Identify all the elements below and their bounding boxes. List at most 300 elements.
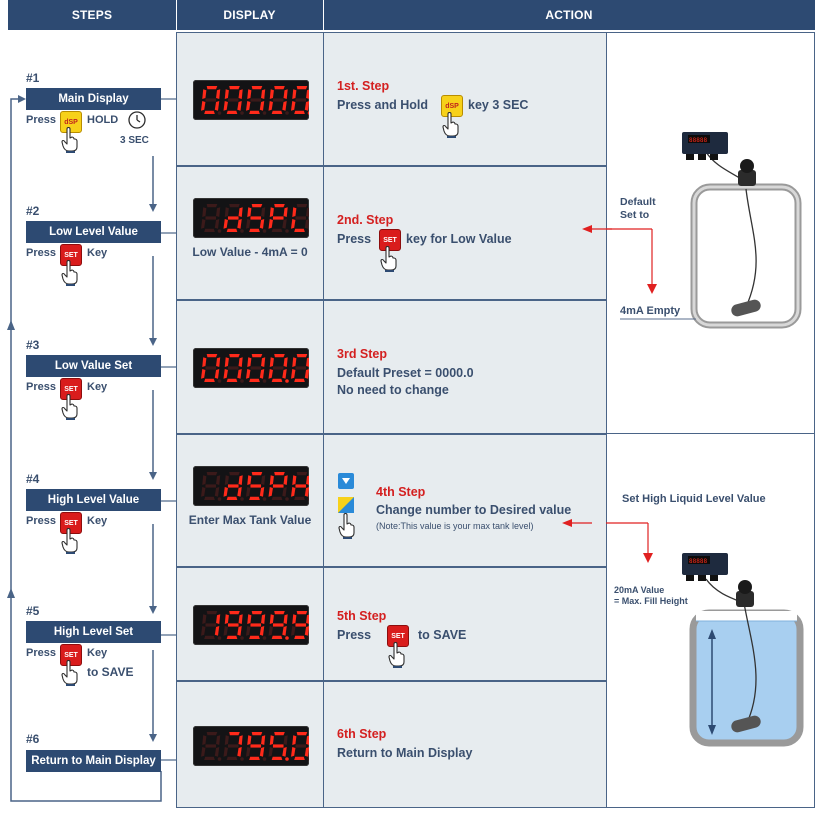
- lcd-segment: [201, 369, 205, 379]
- lcd-segment: [272, 497, 283, 500]
- lcd-display: [193, 605, 309, 645]
- hand-press-icon: [387, 642, 407, 673]
- lcd-segment: [207, 611, 218, 614]
- display-header: DISPLAY: [176, 0, 323, 30]
- step-title: 5th Step: [337, 609, 387, 623]
- lcd-dot: [263, 111, 267, 115]
- lcd-segment: [227, 757, 238, 760]
- lcd-segment: [272, 636, 283, 639]
- lcd-segment: [246, 369, 250, 379]
- hand-press-icon: [60, 660, 80, 691]
- lcd-segment: [207, 354, 218, 357]
- lcd-segment: [292, 735, 296, 745]
- lcd-display: [193, 80, 309, 120]
- lcd-segment: [270, 207, 274, 217]
- lcd-segment: [261, 735, 265, 745]
- lcd-segment: [270, 357, 274, 367]
- lcd-segment: [239, 89, 243, 99]
- lcd-segment: [215, 747, 219, 757]
- lcd-dot: [285, 379, 289, 383]
- lcd-dot: [285, 757, 289, 761]
- action-cell: [323, 567, 607, 681]
- set-key[interactable]: SET: [60, 244, 82, 266]
- key-label: Key: [87, 647, 108, 659]
- lcd-segment: [247, 357, 251, 367]
- step-text: Change number to Desired value: [376, 503, 572, 517]
- lcd-display: [193, 466, 309, 506]
- clock-icon: [127, 110, 147, 135]
- step-number: #1: [26, 71, 40, 85]
- lcd-dot: [263, 757, 267, 761]
- lcd-dot: [308, 111, 309, 115]
- lcd-dot: [218, 229, 222, 233]
- lcd-segment: [204, 497, 215, 500]
- lcd-segment: [229, 732, 240, 735]
- lcd-segment: [237, 219, 241, 229]
- lcd-dot: [240, 111, 244, 115]
- lcd-segment: [225, 475, 229, 485]
- set-key[interactable]: SET: [387, 625, 409, 647]
- lcd-segment: [284, 207, 288, 217]
- lcd-segment: [274, 86, 285, 89]
- display-cell: [176, 300, 324, 434]
- lcd-segment: [247, 475, 251, 485]
- lcd-segment: [269, 626, 273, 636]
- tank-high: [606, 433, 815, 808]
- lcd-segment: [216, 357, 220, 367]
- lcd-segment: [205, 366, 216, 369]
- lcd-segment: [202, 207, 206, 217]
- lcd-segment: [205, 623, 216, 626]
- lcd-segment: [270, 614, 274, 624]
- lcd-segment: [306, 357, 309, 367]
- lcd-segment: [273, 98, 284, 101]
- hand-press-icon: [337, 513, 357, 544]
- lcd-dot: [240, 229, 244, 233]
- lcd-segment: [291, 219, 295, 229]
- lcd-segment: [246, 101, 250, 111]
- lcd-segment: [228, 484, 239, 487]
- lcd-segment: [202, 89, 206, 99]
- lcd-segment: [201, 101, 205, 111]
- action-cell: [323, 681, 607, 808]
- step-number: #6: [26, 732, 40, 746]
- lcd-segment: [306, 614, 309, 624]
- lcd-segment: [273, 216, 284, 219]
- press-label: Press: [26, 515, 56, 527]
- lcd-dot: [285, 636, 289, 640]
- lcd-segment: [273, 623, 284, 626]
- lcd-segment: [227, 497, 238, 500]
- step-title: 3rd Step: [337, 347, 388, 361]
- lcd-segment: [247, 89, 251, 99]
- lcd-segment: [205, 484, 216, 487]
- lcd-segment: [273, 484, 284, 487]
- step-text-suffix: to SAVE: [418, 628, 467, 642]
- lcd-segment: [282, 487, 286, 497]
- lcd-segment: [291, 487, 295, 497]
- set-key[interactable]: SET: [60, 644, 82, 666]
- lcd-segment: [252, 354, 263, 357]
- lcd-segment: [269, 487, 273, 497]
- lcd-segment: [260, 101, 264, 111]
- lcd-dot: [218, 379, 222, 383]
- lcd-segment: [292, 89, 296, 99]
- display-caption: Enter Max Tank Value: [188, 513, 312, 527]
- lcd-segment: [295, 744, 306, 747]
- lcd-segment: [252, 472, 263, 475]
- lcd-segment: [237, 369, 241, 379]
- lcd-segment: [247, 735, 251, 745]
- lcd-segment: [202, 475, 206, 485]
- set-key[interactable]: SET: [60, 512, 82, 534]
- lcd-segment: [246, 487, 250, 497]
- lcd-segment: [297, 732, 308, 735]
- lcd-segment: [274, 732, 285, 735]
- lcd-dot: [240, 379, 244, 383]
- lcd-segment: [295, 366, 306, 369]
- lcd-segment: [297, 354, 308, 357]
- key-label: Key: [87, 515, 108, 527]
- lcd-segment: [252, 732, 263, 735]
- lcd-segment: [273, 744, 284, 747]
- lcd-segment: [269, 101, 273, 111]
- step-box: Low Level Value: [26, 221, 161, 243]
- lcd-segment: [252, 204, 263, 207]
- lcd-segment: [247, 614, 251, 624]
- lcd-segment: [306, 207, 309, 217]
- display-caption: Low Value - 4mA = 0: [192, 245, 308, 259]
- step-note: (Note:This value is your max tank level): [376, 521, 534, 531]
- lcd-segment: [297, 204, 308, 207]
- step-text: Press: [337, 232, 372, 246]
- lcd-segment: [225, 89, 229, 99]
- lcd-segment: [239, 475, 243, 485]
- lcd-segment: [225, 357, 229, 367]
- lcd-segment: [237, 747, 241, 757]
- lcd-segment: [237, 487, 241, 497]
- lcd-dot: [218, 497, 222, 501]
- lcd-segment: [215, 626, 219, 636]
- lcd-segment: [239, 207, 243, 217]
- default-set-label: Default Set to: [620, 196, 656, 221]
- arrow-to-step4: [562, 516, 622, 536]
- lcd-segment: [237, 101, 241, 111]
- lcd-segment: [202, 614, 206, 624]
- lcd-segment: [292, 614, 296, 624]
- lcd-segment: [292, 357, 296, 367]
- display-cell: [176, 681, 324, 808]
- step-title: 6th Step: [337, 727, 387, 741]
- lcd-segment: [249, 111, 260, 114]
- lcd-segment: [260, 369, 264, 379]
- step-text-2: No need to change: [337, 383, 449, 397]
- lcd-segment: [224, 626, 228, 636]
- lcd-dot: [240, 636, 244, 640]
- lcd-segment: [207, 732, 218, 735]
- lcd-segment: [207, 472, 218, 475]
- lcd-dot: [285, 229, 289, 233]
- lcd-segment: [282, 747, 286, 757]
- lcd-segment: [205, 216, 216, 219]
- lcd-segment: [274, 611, 285, 614]
- lcd-segment: [282, 369, 286, 379]
- arrow-to-step2: [582, 222, 642, 242]
- set-high-label: Set High Liquid Level Value: [622, 493, 766, 505]
- to-save-label: to SAVE: [87, 665, 134, 679]
- lcd-segment: [246, 747, 250, 757]
- lcd-segment: [229, 354, 240, 357]
- fill-label: 20mA Value = Max. Fill Height: [614, 585, 688, 606]
- lcd-segment: [250, 623, 261, 626]
- lcd-segment: [204, 379, 215, 382]
- step-number: #2: [26, 204, 40, 218]
- lcd-segment: [204, 757, 215, 760]
- lcd-dot: [240, 757, 244, 761]
- action-cell: [323, 32, 607, 166]
- lcd-segment: [246, 626, 250, 636]
- set-key[interactable]: SET: [60, 378, 82, 400]
- lcd-segment: [305, 487, 309, 497]
- lcd-segment: [249, 379, 260, 382]
- lcd-segment: [294, 497, 305, 500]
- lcd-segment: [204, 229, 215, 232]
- dsp-key[interactable]: dSP: [441, 95, 463, 117]
- lcd-segment: [216, 207, 220, 217]
- lcd-segment: [306, 735, 309, 745]
- display-cell: [176, 567, 324, 681]
- step-box: Main Display: [26, 88, 161, 110]
- lcd-segment: [215, 219, 219, 229]
- lcd-segment: [295, 98, 306, 101]
- lcd-segment: [292, 207, 296, 217]
- down-arrow-key-icon: [338, 473, 354, 489]
- lcd-segment: [294, 229, 305, 232]
- hand-press-icon: [379, 246, 399, 277]
- lcd-segment: [261, 89, 265, 99]
- step-title: 4th Step: [376, 485, 426, 499]
- lcd-segment: [269, 369, 273, 379]
- step-box: High Level Set: [26, 621, 161, 643]
- display-cell: [176, 434, 324, 567]
- lcd-segment: [225, 614, 229, 624]
- lcd-dot: [308, 757, 309, 761]
- lcd-segment: [295, 484, 306, 487]
- lcd-segment: [261, 357, 265, 367]
- lcd-dot: [308, 497, 309, 501]
- step-number: #5: [26, 604, 40, 618]
- action-cell: [323, 166, 607, 300]
- lcd-dot: [263, 379, 267, 383]
- lcd-segment: [205, 744, 216, 747]
- lcd-segment: [261, 614, 265, 624]
- step-text: Press and Hold: [337, 98, 428, 112]
- lcd-segment: [294, 379, 305, 382]
- lcd-segment: [260, 626, 264, 636]
- action-cell: [323, 300, 607, 434]
- lcd-segment: [260, 219, 264, 229]
- lcd-segment: [224, 101, 228, 111]
- lcd-segment: [228, 98, 239, 101]
- svg-text:88888: 88888: [689, 137, 708, 144]
- lcd-segment: [239, 614, 243, 624]
- lcd-segment: [227, 229, 238, 232]
- lcd-segment: [305, 101, 309, 111]
- lcd-segment: [201, 626, 205, 636]
- lcd-segment: [216, 475, 220, 485]
- lcd-segment: [207, 204, 218, 207]
- step-number: #3: [26, 338, 40, 352]
- lcd-segment: [250, 744, 261, 747]
- lcd-segment: [295, 623, 306, 626]
- lcd-segment: [261, 207, 265, 217]
- lcd-segment: [228, 744, 239, 747]
- lcd-segment: [291, 101, 295, 111]
- action-cell: [323, 434, 607, 567]
- lcd-dot: [218, 757, 222, 761]
- lcd-dot: [263, 497, 267, 501]
- lcd-segment: [269, 219, 273, 229]
- lcd-segment: [239, 357, 243, 367]
- lcd-segment: [291, 626, 295, 636]
- lcd-segment: [246, 219, 250, 229]
- lcd-segment: [272, 229, 283, 232]
- step-text-suffix: key for Low Value: [406, 232, 512, 246]
- lcd-segment: [225, 207, 229, 217]
- lcd-segment: [207, 86, 218, 89]
- lcd-segment: [291, 747, 295, 757]
- lcd-segment: [216, 735, 220, 745]
- lcd-segment: [260, 747, 264, 757]
- lcd-dot: [285, 111, 289, 115]
- lcd-segment: [282, 626, 286, 636]
- lcd-segment: [201, 219, 205, 229]
- lcd-segment: [229, 86, 240, 89]
- lcd-segment: [250, 98, 261, 101]
- steps-header: STEPS: [8, 0, 176, 30]
- lcd-segment: [247, 207, 251, 217]
- lcd-segment: [284, 735, 288, 745]
- lcd-segment: [224, 219, 228, 229]
- hand-press-icon: [441, 112, 461, 143]
- lcd-segment: [284, 475, 288, 485]
- lcd-dot: [263, 636, 267, 640]
- hand-press-icon: [60, 528, 80, 559]
- lcd-segment: [229, 611, 240, 614]
- lcd-segment: [270, 475, 274, 485]
- lcd-segment: [274, 354, 285, 357]
- lcd-segment: [229, 204, 240, 207]
- lcd-segment: [205, 98, 216, 101]
- step-box: Low Value Set: [26, 355, 161, 377]
- lcd-segment: [305, 626, 309, 636]
- lcd-segment: [284, 357, 288, 367]
- empty-label: 4mA Empty: [620, 305, 681, 317]
- lcd-segment: [237, 626, 241, 636]
- lcd-segment: [201, 747, 205, 757]
- lcd-segment: [260, 487, 264, 497]
- lcd-segment: [202, 357, 206, 367]
- press-label: Press: [26, 381, 56, 393]
- lcd-segment: [227, 379, 238, 382]
- dsp-key[interactable]: dSP: [60, 111, 82, 133]
- lcd-segment: [284, 89, 288, 99]
- lcd-segment: [297, 86, 308, 89]
- lcd-segment: [250, 366, 261, 369]
- set-key[interactable]: SET: [379, 229, 401, 251]
- lcd-segment: [306, 475, 309, 485]
- lcd-segment: [227, 636, 238, 639]
- lcd-segment: [249, 636, 260, 639]
- step-title: 1st. Step: [337, 79, 390, 93]
- lcd-segment: [305, 747, 309, 757]
- lcd-segment: [228, 216, 239, 219]
- lcd-segment: [272, 111, 283, 114]
- lcd-segment: [216, 89, 220, 99]
- lcd-segment: [215, 369, 219, 379]
- lcd-segment: [215, 101, 219, 111]
- lcd-segment: [295, 216, 306, 219]
- lcd-segment: [269, 747, 273, 757]
- step-text: Return to Main Display: [337, 746, 473, 760]
- lcd-segment: [284, 614, 288, 624]
- hold-label: HOLD: [87, 114, 119, 126]
- step-number: #4: [26, 472, 40, 486]
- step-title: 2nd. Step: [337, 213, 394, 227]
- lcd-segment: [252, 611, 263, 614]
- svg-text:88888: 88888: [689, 558, 708, 565]
- lcd-segment: [294, 636, 305, 639]
- lcd-segment: [272, 379, 283, 382]
- lcd-segment: [227, 111, 238, 114]
- lcd-segment: [225, 735, 229, 745]
- press-label: Press: [26, 114, 56, 126]
- time-label: 3 SEC: [120, 135, 149, 146]
- lcd-dot: [285, 497, 289, 501]
- lcd-segment: [292, 475, 296, 485]
- lcd-display: [193, 726, 309, 766]
- lcd-segment: [282, 219, 286, 229]
- lcd-segment: [297, 472, 308, 475]
- lcd-segment: [215, 487, 219, 497]
- lcd-segment: [201, 487, 205, 497]
- lcd-segment: [204, 111, 215, 114]
- lcd-segment: [272, 757, 283, 760]
- lcd-segment: [306, 89, 309, 99]
- lcd-display: [193, 348, 309, 388]
- lcd-segment: [294, 111, 305, 114]
- press-label: Press: [26, 247, 56, 259]
- lcd-segment: [270, 735, 274, 745]
- step-box: High Level Value: [26, 489, 161, 511]
- action-header: ACTION: [323, 0, 815, 30]
- lcd-segment: [297, 611, 308, 614]
- lcd-segment: [261, 475, 265, 485]
- lcd-segment: [305, 369, 309, 379]
- lcd-segment: [270, 89, 274, 99]
- step-text: Default Preset = 0000.0: [337, 366, 474, 380]
- lcd-segment: [273, 366, 284, 369]
- step-text-suffix: key 3 SEC: [468, 98, 529, 112]
- lcd-segment: [250, 216, 261, 219]
- lcd-segment: [250, 484, 261, 487]
- lcd-segment: [224, 747, 228, 757]
- lcd-segment: [216, 614, 220, 624]
- lcd-segment: [249, 497, 260, 500]
- lcd-dot: [218, 636, 222, 640]
- lcd-segment: [305, 219, 309, 229]
- key-label: Key: [87, 247, 108, 259]
